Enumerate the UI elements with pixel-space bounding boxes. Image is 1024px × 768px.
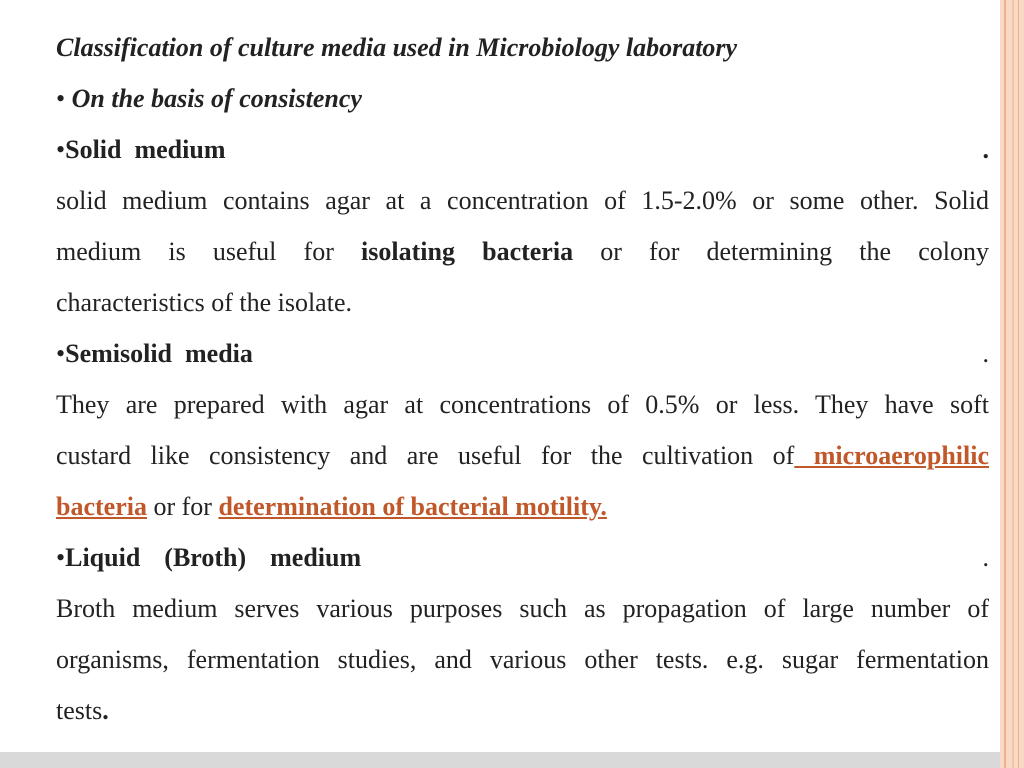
solid-line-2: [56, 226, 989, 277]
semisolid-line-1: They are prepared with agar at concentrations of 0.5% or less. They have soft: [56, 390, 989, 419]
liquid-heading-row: [56, 532, 989, 583]
basis-heading: On the basis of consistency: [71, 84, 362, 113]
solid-bold-isolating: isolating: [361, 237, 455, 266]
bullet: •: [56, 339, 66, 368]
semisolid-line-3-mid: or for: [146, 492, 219, 521]
right-decorative-border: [1000, 0, 1024, 768]
semisolid-heading-dot: .: [982, 339, 989, 368]
bullet: •: [56, 84, 66, 113]
liquid-heading-word-1: Liquid: [65, 543, 141, 572]
solid-line-2-pre: medium is useful for: [56, 237, 334, 266]
solid-heading-row: [56, 124, 989, 175]
semisolid-line-3: [56, 481, 989, 532]
bottom-bar: [0, 752, 1000, 768]
liquid-heading-word-3: medium: [270, 543, 362, 572]
liquid-line-1: Broth medium serves various purposes such as propagation of large number of: [56, 594, 989, 623]
semisolid-line-2-pre: custard like consistency and are useful for the cultivation of: [56, 441, 795, 470]
liquid-line-3-period: .: [102, 696, 109, 725]
slide-title: Classification of culture media used in Microbiology laboratory: [56, 33, 738, 62]
semisolid-heading: [56, 328, 253, 379]
solid-heading-text: Solid medium: [65, 135, 226, 164]
solid-heading-dot: .: [982, 135, 989, 164]
semisolid-line-2: [56, 430, 989, 481]
semisolid-heading-text: Semisolid media: [65, 339, 253, 368]
link-bacteria[interactable]: bacteria: [56, 492, 147, 521]
liquid-heading-dot: .: [982, 543, 989, 572]
solid-heading: [56, 124, 225, 175]
solid-bold-bacteria: bacteria: [482, 237, 574, 266]
semisolid-heading-row: [56, 328, 989, 379]
liquid-heading: [56, 532, 361, 583]
link-microaerophilic[interactable]: microaerophilic: [794, 441, 989, 470]
solid-line-2-post: or for determining the colony: [600, 237, 989, 266]
slide-content: [56, 22, 989, 736]
liquid-line-3: [56, 685, 989, 736]
basis-row: [56, 73, 989, 124]
liquid-line-2: organisms, fermentation studies, and various other tests. e.g. sugar fermentation: [56, 645, 989, 674]
link-bacterial-motility[interactable]: determination of bacterial motility.: [218, 492, 607, 521]
solid-line-3: characteristics of the isolate.: [56, 288, 352, 317]
solid-line-1: solid medium contains agar at a concentration of 1.5-2.0% or some other. Solid: [56, 186, 989, 215]
bullet: •: [56, 135, 66, 164]
liquid-line-3-text: tests: [56, 696, 103, 725]
bullet: •: [56, 543, 66, 572]
liquid-heading-word-2: (Broth): [164, 543, 247, 572]
